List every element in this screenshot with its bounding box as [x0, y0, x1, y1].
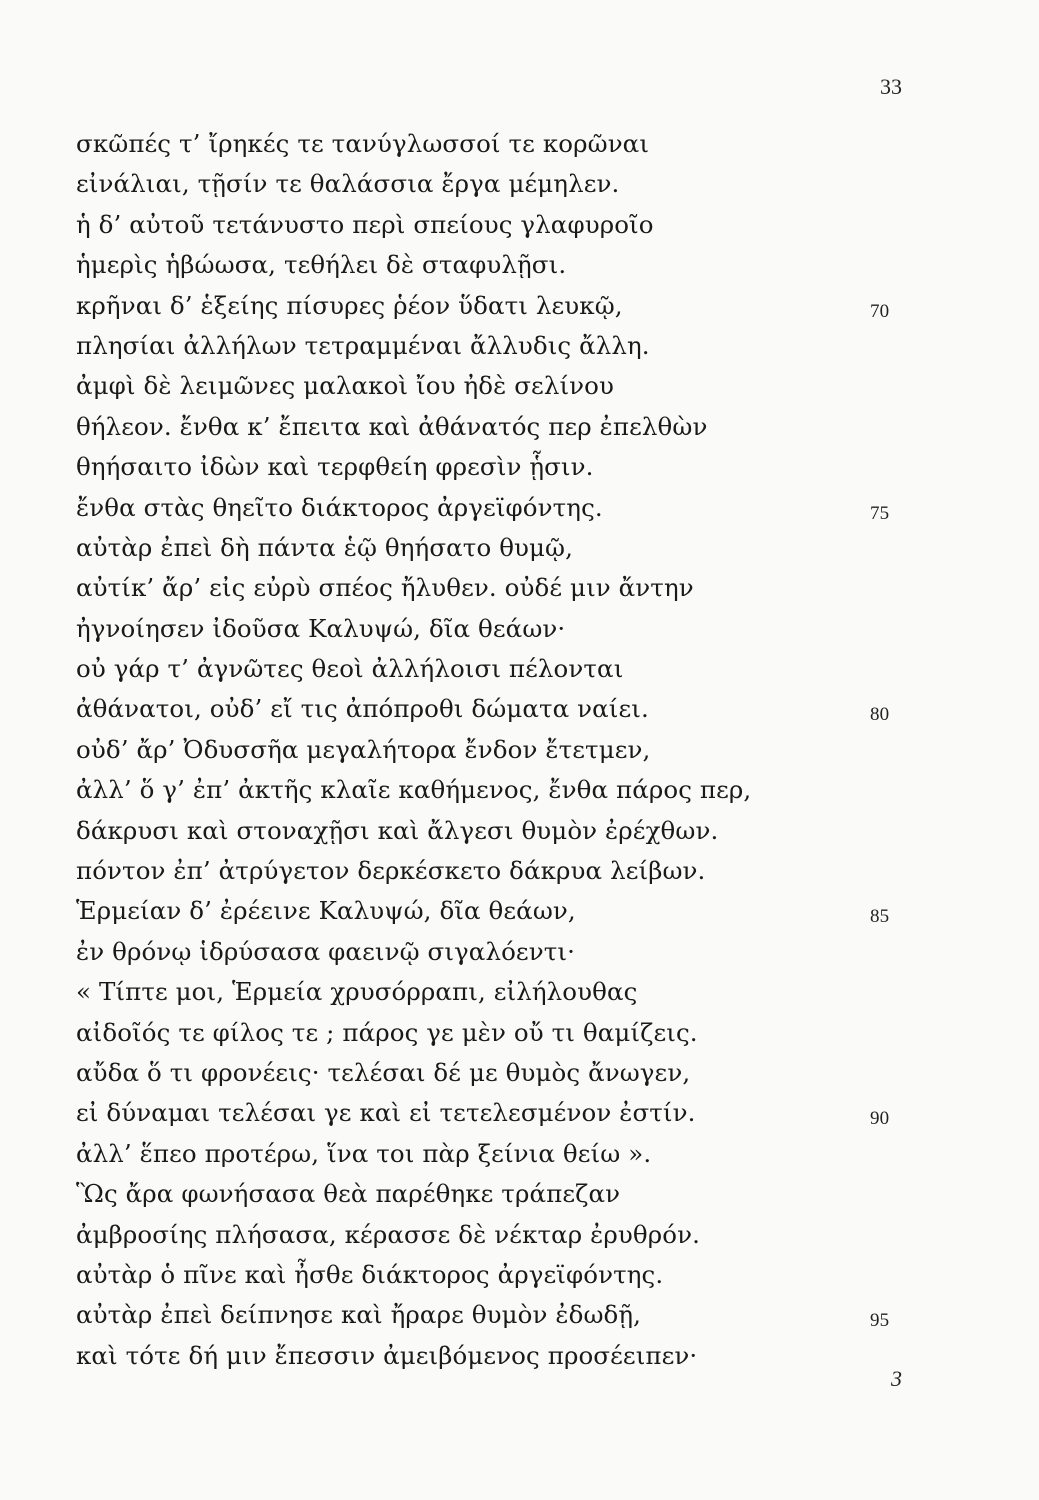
verse-line [76, 649, 916, 689]
verse-text: ἡμερὶς ἡβώωσα, τεθήλει δὲ σταφυλῇσι. [76, 250, 567, 280]
verse-text: οὐδ’ ἄρ’ Ὀδυσσῆα μεγαλήτορα ἔνδον ἔτετμεν, [76, 734, 651, 764]
verse-text: κρῆναι δ’ ἑξείης πίσυρες ῥέον ὕδατι λευκῷ, [76, 290, 623, 320]
verse-line [76, 1336, 916, 1376]
verse-line [76, 1093, 916, 1133]
verse-line [76, 1174, 916, 1214]
verse-line [76, 1295, 916, 1335]
verse-text: οὐ γάρ τ’ ἀγνῶτες θεοὶ ἀλλήλοισι πέλονται [76, 654, 624, 684]
verse-text: ἀμφὶ δὲ λειμῶνες μαλακοὶ ἴου ἠδὲ σελίνου [76, 371, 615, 401]
verse-text: Ὣς ἄρα φωνήσασα θεὰ παρέθηκε τράπεζαν [76, 1179, 621, 1209]
verse-line [76, 730, 916, 770]
verse-line [76, 286, 916, 326]
verse-text: καὶ τότε δή μιν ἔπεσσιν ἀμειβόμενος προσέειπεν· [76, 1340, 698, 1370]
signature-mark: 3 [891, 1366, 902, 1391]
line-number: 85 [870, 906, 890, 928]
verse-block [76, 124, 916, 1376]
verse-text: ἠγνοίησεν ἰδοῦσα Καλυψώ, δῖα θεάων· [76, 613, 566, 643]
verse-text: αἰδοῖός τε φίλος τε ; πάρος γε μὲν οὔ τι θαμίζεις. [76, 1017, 698, 1047]
verse-text: αὔδα ὅ τι φρονέεις· τελέσαι δέ με θυμὸς ἄνωγεν, [76, 1057, 691, 1087]
line-number: 75 [870, 502, 890, 524]
verse-line [76, 326, 916, 366]
verse-line [76, 1255, 916, 1295]
verse-line [76, 447, 916, 487]
line-number: 80 [870, 704, 890, 726]
verse-text: αὐτὰρ ὁ πῖνε καὶ ἦσθε διάκτορος ἀργεϊφόντης. [76, 1259, 664, 1289]
verse-line [76, 528, 916, 568]
page-number: 33 [880, 74, 902, 99]
verse-text: θηήσαιτο ἰδὼν καὶ τερφθείη φρεσὶν ᾗσιν. [76, 452, 594, 482]
verse-text: Ἑρμείαν δ’ ἐρέεινε Καλυψώ, δῖα θεάων, [76, 896, 576, 926]
verse-text: δάκρυσι καὶ στοναχῇσι καὶ ἄλγεσι θυμὸν ἐρέχθων. [76, 815, 719, 845]
verse-text: αὐτὰρ ἐπεὶ δείπνησε καὶ ἤραρε θυμὸν ἐδωδῇ, [76, 1300, 642, 1330]
verse-line [76, 891, 916, 931]
verse-line [76, 1134, 916, 1174]
verse-text: πόντον ἐπ’ ἀτρύγετον δερκέσκετο δάκρυα λείβων. [76, 856, 706, 886]
verse-line [76, 1013, 916, 1053]
verse-text: ἔνθα στὰς θηεῖτο διάκτορος ἀργεϊφόντης. [76, 492, 603, 522]
verse-line [76, 609, 916, 649]
verse-line [76, 568, 916, 608]
verse-line [76, 164, 916, 204]
verse-text: αὐτίκ’ ἄρ’ εἰς εὐρὺ σπέος ἤλυθεν. οὐδέ μιν ἄντην [76, 573, 694, 603]
verse-line [76, 851, 916, 891]
verse-line [76, 1053, 916, 1093]
verse-line [76, 488, 916, 528]
verse-text: σκῶπές τ’ ἴρηκές τε τανύγλωσσοί τε κορῶναι [76, 129, 650, 158]
verse-text: ἀμβροσίης πλήσασα, κέρασσε δὲ νέκταρ ἐρυθρόν. [76, 1219, 701, 1249]
line-number: 90 [870, 1108, 890, 1130]
verse-line [76, 689, 916, 729]
verse-line [76, 366, 916, 406]
verse-line [76, 245, 916, 285]
verse-line [76, 811, 916, 851]
verse-line [76, 972, 916, 1012]
verse-line [76, 407, 916, 447]
verse-text: ἀθάνατοι, οὐδ’ εἴ τις ἀπόπροθι δώματα ναίει. [76, 694, 649, 724]
verse-line [76, 770, 916, 810]
verse-text: πλησίαι ἀλλήλων τετραμμέναι ἄλλυδις ἄλλη. [76, 330, 650, 360]
verse-text: θήλεον. ἔνθα κ’ ἔπειτα καὶ ἀθάνατός περ ἐπελθὼν [76, 411, 708, 441]
verse-text: « Τίπτε μοι, Ἑρμεία χρυσόρραπι, εἰλήλουθας [76, 977, 638, 1007]
verse-text: εἰνάλιαι, τῇσίν τε θαλάσσια ἔργα μέμηλεν. [76, 169, 620, 199]
line-number: 95 [870, 1310, 890, 1332]
line-number: 70 [870, 300, 890, 322]
verse-line [76, 205, 916, 245]
verse-text: ἡ δ’ αὐτοῦ τετάνυστο περὶ σπείους γλαφυροῖο [76, 209, 654, 239]
verse-line [76, 1215, 916, 1255]
verse-text: εἰ δύναμαι τελέσαι γε καὶ εἰ τετελεσμένον ἐστίν. [76, 1098, 696, 1128]
verse-text: ἀλλ’ ἕπεο προτέρω, ἵνα τοι πὰρ ξείνια θείω ». [76, 1138, 652, 1168]
verse-text: ἐν θρόνῳ ἱδρύσασα φαεινῷ σιγαλόεντι· [76, 936, 575, 966]
verse-line [76, 932, 916, 972]
verse-text: ἀλλ’ ὅ γ’ ἐπ’ ἀκτῆς κλαῖε καθήμενος, ἔνθα πάρος περ, [76, 775, 752, 805]
verse-text: αὐτὰρ ἐπεὶ δὴ πάντα ἑῷ θηήσατο θυμῷ, [76, 532, 574, 562]
verse-line [76, 124, 916, 164]
